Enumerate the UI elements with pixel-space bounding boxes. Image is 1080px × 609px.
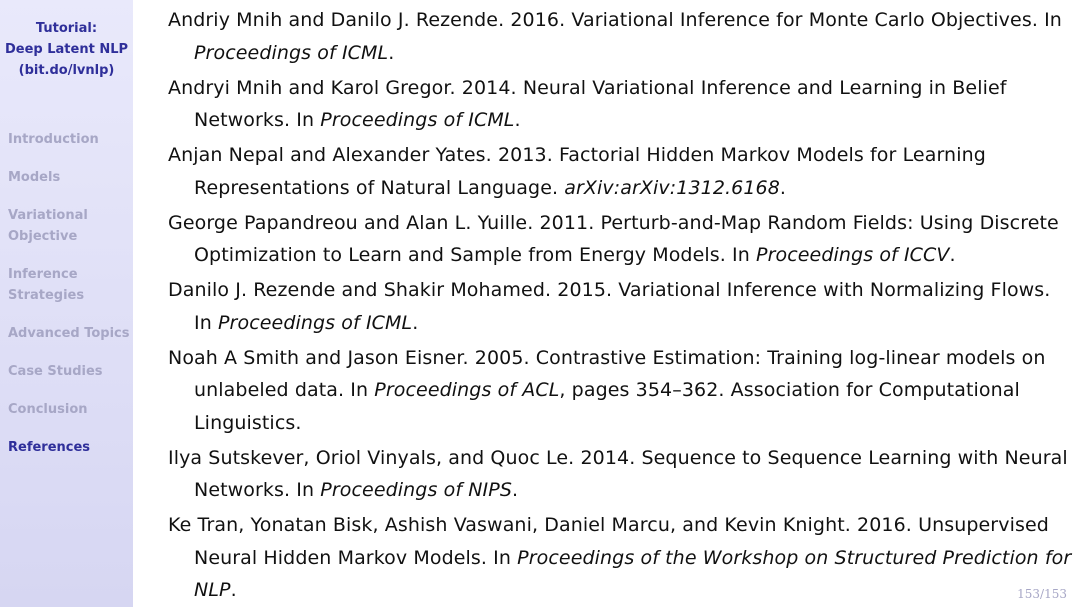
reference-line xyxy=(168,172,1068,205)
reference-entry xyxy=(168,72,1068,137)
reference-line xyxy=(168,374,1068,407)
reference-list xyxy=(168,4,1072,609)
reference-text: Representations of Natural Language. xyxy=(194,176,565,199)
nav-label: Advanced Topics xyxy=(8,326,130,341)
nav-label: Inference xyxy=(8,267,78,282)
reference-entry xyxy=(168,342,1068,440)
reference-text: Networks. In xyxy=(194,109,321,131)
reference-text: . xyxy=(779,176,787,199)
nav-label: Conclusion xyxy=(8,402,88,417)
reference-venue: Proceedings of ACL xyxy=(374,379,560,401)
nav-variational-objective[interactable] xyxy=(8,205,130,247)
reference-venue: arXiv:arXiv:1312.6168 xyxy=(564,176,780,199)
reference-text: Andryi Mnih and Karol Gregor. 2014. Neural Variational Inference and Learning in Belief xyxy=(168,76,1007,99)
reference-text: . xyxy=(388,41,395,64)
nav-label: Objective xyxy=(8,229,78,244)
nav-label: Case Studies xyxy=(8,364,103,379)
reference-line xyxy=(168,72,1068,105)
reference-text: Andriy Mnih and Danilo J. Rezende. 2016. Variational Inference for Monte Carlo Objectives. In xyxy=(168,9,1062,31)
reference-line xyxy=(168,139,1068,172)
reference-text: . xyxy=(230,579,237,601)
reference-text: Anjan Nepal and Alexander Yates. 2013. Factorial Hidden Markov Models for Learning xyxy=(168,144,986,166)
nav-label: Introduction xyxy=(8,132,99,147)
reference-line xyxy=(168,474,1068,507)
reference-line xyxy=(168,104,1068,137)
reference-entry xyxy=(168,4,1068,69)
reference-venue: Proceedings of the Workshop on Structured Prediction for xyxy=(517,546,1072,569)
reference-line xyxy=(168,239,1068,272)
nav-introduction[interactable] xyxy=(8,129,130,150)
reference-text: Danilo J. Rezende and Shakir Mohamed. 2015. Variational Inference with Normalizing Flows. xyxy=(168,279,1051,301)
reference-line xyxy=(168,542,1072,575)
reference-venue: Proceedings of ICML xyxy=(194,41,389,64)
reference-line xyxy=(168,407,1068,440)
reference-line xyxy=(168,307,1068,340)
nav-label: Variational xyxy=(8,208,88,223)
reference-entry xyxy=(168,207,1068,272)
reference-venue: Proceedings of ICML xyxy=(320,109,515,131)
reference-text: Noah A Smith and Jason Eisner. 2005. Contrastive Estimation: Training log-linear models on xyxy=(168,346,1046,369)
reference-text: Neural Hidden Markov Models. In xyxy=(194,546,518,569)
reference-text: George Papandreou and Alan L. Yuille. 2011. Perturb-and-Map Random Fields: Using Discrete xyxy=(168,211,1059,234)
reference-venue: Proceedings of ICML xyxy=(218,311,413,334)
reference-text: Networks. In xyxy=(194,479,321,501)
reference-text: Ilya Sutskever, Oriol Vinyals, and Quoc Le. 2014. Sequence to Sequence Learning with Neural xyxy=(168,446,1068,469)
nav-label: Models xyxy=(8,170,61,185)
reference-line xyxy=(168,207,1068,240)
reference-line xyxy=(168,274,1068,307)
reference-text: . xyxy=(511,479,519,501)
sidebar xyxy=(0,0,133,607)
reference-line xyxy=(168,4,1068,37)
reference-line xyxy=(168,37,1068,70)
reference-text: , pages 354–362. Association for Computational xyxy=(559,379,1020,401)
reference-entry xyxy=(168,442,1068,507)
reference-text: . xyxy=(949,244,956,266)
reference-text: . xyxy=(514,109,521,131)
reference-venue: NLP xyxy=(194,579,231,601)
reference-entry xyxy=(168,139,1068,204)
reference-line xyxy=(168,342,1068,375)
reference-text: In xyxy=(194,311,218,334)
reference-text: Optimization to Learn and Sample from Energy Models. In xyxy=(194,244,757,266)
reference-line xyxy=(168,509,1068,542)
title-line: Tutorial: xyxy=(35,21,98,36)
reference-entry xyxy=(168,509,1072,607)
reference-text: unlabeled data. In xyxy=(194,379,375,401)
nav-conclusion[interactable] xyxy=(8,399,130,420)
reference-text: . xyxy=(412,311,419,334)
reference-line xyxy=(168,442,1068,475)
nav-advanced-topics[interactable] xyxy=(8,323,130,344)
reference-venue: Proceedings of NIPS xyxy=(320,479,512,501)
reference-line xyxy=(168,574,1068,607)
nav-label: Strategies xyxy=(8,288,85,303)
nav-models[interactable] xyxy=(8,167,130,188)
nav-references[interactable] xyxy=(8,437,130,458)
nav-case-studies[interactable] xyxy=(8,361,130,382)
nav-inference-strategies[interactable] xyxy=(8,264,130,306)
page-number: 153/153 xyxy=(1017,587,1067,601)
reference-entry xyxy=(168,274,1068,339)
reference-text: Linguistics. xyxy=(194,411,302,434)
title-link[interactable]: (bit.do/lvnlp) xyxy=(18,63,115,78)
nav-label: References xyxy=(8,440,91,455)
reference-text: Ke Tran, Yonatan Bisk, Ashish Vaswani, Daniel Marcu, and Kevin Knight. 2016. Unsupervised xyxy=(168,514,1049,536)
title-line: Deep Latent NLP xyxy=(4,42,129,57)
reference-venue: Proceedings of ICCV xyxy=(756,244,950,266)
presentation-title xyxy=(0,18,133,81)
